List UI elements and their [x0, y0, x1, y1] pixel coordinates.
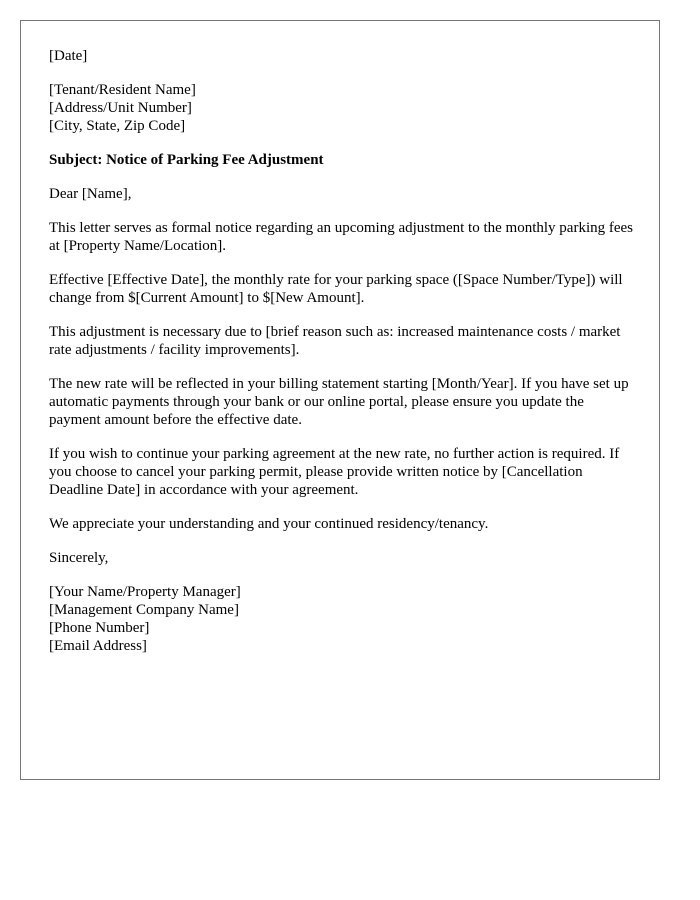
signature-company: [Management Company Name]: [49, 602, 239, 618]
paragraph-rate-change: Effective [Effective Date], the monthly rate for your parking space ([Space Number/Type]) will change from $[Current Amount] to $[New Amount].: [49, 272, 623, 306]
paragraph-reason: This adjustment is necessary due to [brief reason such as: increased maintenance costs / market rate adjustments / facility improvements].: [49, 324, 621, 358]
letter-date: [Date]: [49, 48, 88, 64]
recipient-address-block: [49, 81, 639, 135]
signature-email: [Email Address]: [49, 638, 147, 654]
paragraph-appreciation: We appreciate your understanding and your continued residency/tenancy.: [49, 516, 489, 532]
paragraph-notice: This letter serves as formal notice regarding an upcoming adjustment to the monthly parking fees at [Property Name/Location].: [49, 220, 634, 254]
date-block: [49, 47, 639, 65]
recipient-city-state-zip: [City, State, Zip Code]: [49, 118, 186, 134]
letter-subject: Subject: Notice of Parking Fee Adjustment: [49, 152, 324, 168]
paragraph-action: If you wish to continue your parking agreement at the new rate, no further action is required. If you choose to cancel your parking permit, please provide written notice by [Cancellation Deadline Date] in accordance with your agreement.: [49, 446, 620, 498]
letter-frame: [20, 20, 660, 780]
signature-block: [49, 583, 639, 655]
paragraph-billing: The new rate will be reflected in your billing statement starting [Month/Year]. If you have set up automatic payments through your bank or our online portal, please ensure you update the payment amount before the effective date.: [49, 376, 629, 428]
letter-body: [49, 47, 639, 671]
signature-phone: [Phone Number]: [49, 620, 150, 636]
salutation: Dear [Name],: [49, 186, 132, 202]
recipient-address: [Address/Unit Number]: [49, 100, 192, 116]
closing: Sincerely,: [49, 550, 109, 566]
recipient-name: [Tenant/Resident Name]: [49, 82, 196, 98]
signature-name: [Your Name/Property Manager]: [49, 584, 241, 600]
